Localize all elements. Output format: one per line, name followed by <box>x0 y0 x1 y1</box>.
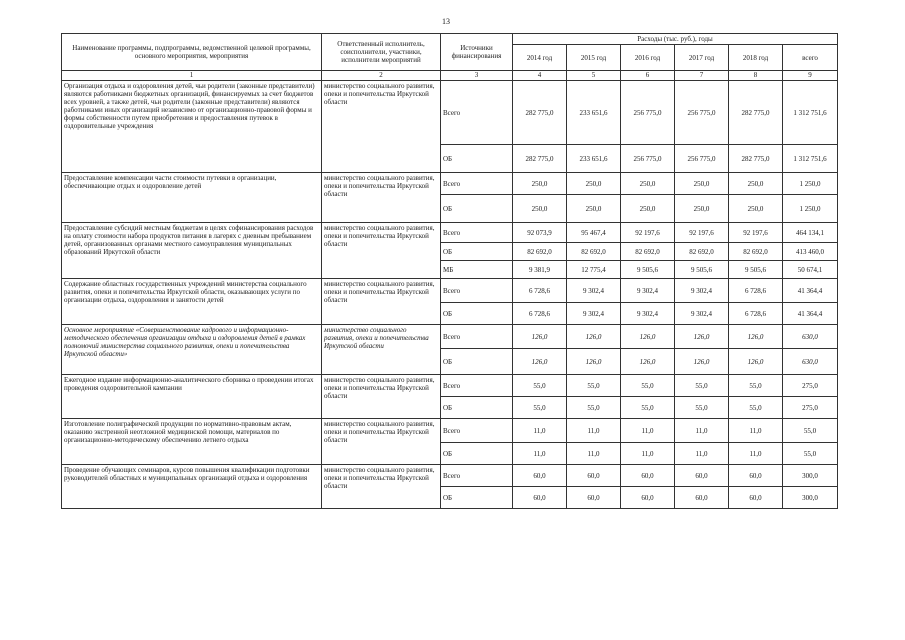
expense-value: 1 250,0 <box>783 195 838 223</box>
funding-source: МБ <box>441 261 513 279</box>
expense-value: 630,0 <box>783 325 838 349</box>
expense-value: 11,0 <box>675 443 729 465</box>
expense-value: 282 775,0 <box>513 81 567 145</box>
page-number: 13 <box>442 17 450 26</box>
column-number: 1 <box>62 71 322 81</box>
expense-value: 275,0 <box>783 375 838 397</box>
activity-executor: министерство социального развития, опеки и попечительства Иркутской области <box>322 325 441 375</box>
expense-value: 41 364,4 <box>783 279 838 303</box>
budget-table <box>61 33 838 509</box>
expense-value: 55,0 <box>729 397 783 419</box>
funding-source: ОБ <box>441 195 513 223</box>
expense-value: 630,0 <box>783 349 838 375</box>
expense-value: 250,0 <box>729 195 783 223</box>
year-header: 2016 год <box>621 45 675 71</box>
expense-value: 126,0 <box>621 325 675 349</box>
funding-source: ОБ <box>441 243 513 261</box>
year-header: всего <box>783 45 838 71</box>
expense-value: 250,0 <box>729 173 783 195</box>
expense-value: 11,0 <box>621 443 675 465</box>
expense-value: 82 692,0 <box>675 243 729 261</box>
column-number: 5 <box>567 71 621 81</box>
expense-value: 9 302,4 <box>675 303 729 325</box>
expense-value: 9 505,6 <box>675 261 729 279</box>
column-number: 9 <box>783 71 838 81</box>
activity-name: Основное мероприятие «Совершенствование кадрового и информационно-методического обеспечения организации отдыха и оздоровления детей в рамках полномочий министерства социального развития, опеки и попечительства Иркутской области» <box>62 325 322 375</box>
expense-value: 55,0 <box>675 397 729 419</box>
table-row <box>62 223 838 243</box>
expense-value: 126,0 <box>513 325 567 349</box>
expense-value: 126,0 <box>567 349 621 375</box>
activity-executor: министерство социального развития, опеки и попечительства Иркутской области <box>322 279 441 325</box>
activity-name: Предоставление компенсации части стоимости путевки в организации, обеспечивающие отдых и оздоровление детей <box>62 173 322 223</box>
expense-value: 60,0 <box>513 465 567 487</box>
activity-name: Проведение обучающих семинаров, курсов повышения квалификации подготовки руководителей областных и муниципальных организаций отдыха и оздоровления <box>62 465 322 509</box>
expense-value: 233 651,6 <box>567 145 621 173</box>
expense-value: 55,0 <box>567 375 621 397</box>
table-row <box>62 325 838 349</box>
funding-source: Всего <box>441 279 513 303</box>
expense-value: 9 302,4 <box>567 279 621 303</box>
column-number: 6 <box>621 71 675 81</box>
expense-value: 11,0 <box>621 419 675 443</box>
expense-value: 11,0 <box>567 419 621 443</box>
expense-value: 41 364,4 <box>783 303 838 325</box>
expense-value: 250,0 <box>513 195 567 223</box>
activity-name: Изготовление полиграфической продукции по нормативно-правовым актам, оказанию экстренной неотложной медицинской помощи, материалов по организационно-методическому обеспечению летнего отдыха <box>62 419 322 465</box>
activity-executor: министерство социального развития, опеки и попечительства Иркутской области <box>322 223 441 279</box>
expense-value: 9 505,6 <box>729 261 783 279</box>
funding-source: Всего <box>441 375 513 397</box>
expense-value: 126,0 <box>513 349 567 375</box>
expense-value: 60,0 <box>675 465 729 487</box>
expense-value: 55,0 <box>729 375 783 397</box>
expense-value: 6 728,6 <box>513 303 567 325</box>
funding-source: Всего <box>441 173 513 195</box>
expense-value: 256 775,0 <box>675 145 729 173</box>
expense-value: 126,0 <box>729 325 783 349</box>
expense-value: 92 197,6 <box>621 223 675 243</box>
expense-value: 11,0 <box>567 443 621 465</box>
expense-value: 92 197,6 <box>729 223 783 243</box>
expense-value: 126,0 <box>621 349 675 375</box>
expense-value: 60,0 <box>567 465 621 487</box>
expense-value: 92 197,6 <box>675 223 729 243</box>
table-row <box>62 465 838 487</box>
expense-value: 9 302,4 <box>621 303 675 325</box>
expense-value: 6 728,6 <box>729 303 783 325</box>
expense-value: 60,0 <box>513 487 567 509</box>
year-header: 2017 год <box>675 45 729 71</box>
table-row <box>62 173 838 195</box>
funding-source: ОБ <box>441 487 513 509</box>
header-name: Наименование программы, подпрограммы, ведомственной целевой программы, основного мероприятия, мероприятия <box>62 34 322 71</box>
expense-value: 11,0 <box>729 419 783 443</box>
expense-value: 256 775,0 <box>621 81 675 145</box>
expense-value: 9 381,9 <box>513 261 567 279</box>
activity-name: Организация отдыха и оздоровления детей, чьи родители (законные представители) являются работниками бюджетных организаций, финансируемых за счет бюджетов всех уровней, а также детей, чьи родители (законные представители) являются работниками иных организаций независимо от организационно-правовой формы и формы собственности путем приобретения и предоставления путевок в оздоровительные учреждения <box>62 81 322 173</box>
expense-value: 11,0 <box>513 443 567 465</box>
expense-value: 413 460,0 <box>783 243 838 261</box>
expense-value: 82 692,0 <box>621 243 675 261</box>
funding-source: ОБ <box>441 397 513 419</box>
expense-value: 6 728,6 <box>729 279 783 303</box>
expense-value: 9 505,6 <box>621 261 675 279</box>
expense-value: 92 073,9 <box>513 223 567 243</box>
expense-value: 256 775,0 <box>621 145 675 173</box>
expense-value: 12 775,4 <box>567 261 621 279</box>
expense-value: 464 134,1 <box>783 223 838 243</box>
expense-value: 300,0 <box>783 487 838 509</box>
expense-value: 60,0 <box>675 487 729 509</box>
expense-value: 55,0 <box>621 375 675 397</box>
table-row <box>62 419 838 443</box>
expense-value: 11,0 <box>729 443 783 465</box>
activity-name: Предоставление субсидий местным бюджетам в целях софинансирования расходов на оплату стоимости набора продуктов питания в лагерях с дневным пребыванием детей, организованных органами местного самоуправления муниципальных образований Иркутской области <box>62 223 322 279</box>
funding-source: ОБ <box>441 303 513 325</box>
expense-value: 9 302,4 <box>567 303 621 325</box>
expense-value: 275,0 <box>783 397 838 419</box>
column-number: 3 <box>441 71 513 81</box>
expense-value: 282 775,0 <box>729 145 783 173</box>
year-header: 2018 год <box>729 45 783 71</box>
column-number: 7 <box>675 71 729 81</box>
activity-executor: министерство социального развития, опеки и попечительства Иркутской области <box>322 375 441 419</box>
expense-value: 126,0 <box>729 349 783 375</box>
expense-value: 82 692,0 <box>567 243 621 261</box>
expense-value: 1 250,0 <box>783 173 838 195</box>
column-number: 4 <box>513 71 567 81</box>
expense-value: 55,0 <box>783 419 838 443</box>
funding-source: Всего <box>441 325 513 349</box>
expense-value: 1 312 751,6 <box>783 81 838 145</box>
year-header: 2014 год <box>513 45 567 71</box>
year-header: 2015 год <box>567 45 621 71</box>
table-row <box>62 375 838 397</box>
header-expenses: Расходы (тыс. руб.), годы <box>513 34 838 45</box>
expense-value: 256 775,0 <box>675 81 729 145</box>
expense-value: 1 312 751,6 <box>783 145 838 173</box>
activity-name: Содержание областных государственных учреждений министерства социального развития, опеки и попечительства Иркутской области, оказывающих услуги по организации отдыха, оздоровления и занятости детей <box>62 279 322 325</box>
funding-source: Всего <box>441 81 513 145</box>
expense-value: 250,0 <box>621 195 675 223</box>
expense-value: 9 302,4 <box>621 279 675 303</box>
column-number: 2 <box>322 71 441 81</box>
expense-value: 126,0 <box>567 325 621 349</box>
funding-source: Всего <box>441 223 513 243</box>
expense-value: 300,0 <box>783 465 838 487</box>
activity-executor: министерство социального развития, опеки и попечительства Иркутской области <box>322 81 441 173</box>
expense-value: 250,0 <box>513 173 567 195</box>
expense-value: 55,0 <box>513 397 567 419</box>
expense-value: 126,0 <box>675 349 729 375</box>
expense-value: 55,0 <box>513 375 567 397</box>
expense-value: 11,0 <box>513 419 567 443</box>
expense-value: 6 728,6 <box>513 279 567 303</box>
activity-executor: министерство социального развития, опеки и попечительства Иркутской области <box>322 419 441 465</box>
expense-value: 250,0 <box>621 173 675 195</box>
expense-value: 126,0 <box>675 325 729 349</box>
funding-source: ОБ <box>441 443 513 465</box>
expense-value: 55,0 <box>621 397 675 419</box>
expense-value: 60,0 <box>621 487 675 509</box>
expense-value: 60,0 <box>729 465 783 487</box>
activity-name: Ежегодное издание информационно-аналитического сборника о проведении итогах проведения оздоровительной кампании <box>62 375 322 419</box>
table-row <box>62 279 838 303</box>
column-number: 8 <box>729 71 783 81</box>
expense-value: 9 302,4 <box>675 279 729 303</box>
activity-executor: министерство социального развития, опеки и попечительства Иркутской области <box>322 173 441 223</box>
expense-value: 250,0 <box>567 195 621 223</box>
expense-value: 95 467,4 <box>567 223 621 243</box>
activity-executor: министерство социального развития, опеки и попечительства Иркутской области <box>322 465 441 509</box>
expense-value: 233 651,6 <box>567 81 621 145</box>
expense-value: 250,0 <box>675 195 729 223</box>
header-sources: Источники финансирования <box>441 34 513 71</box>
funding-source: ОБ <box>441 349 513 375</box>
funding-source: Всего <box>441 465 513 487</box>
expense-value: 60,0 <box>729 487 783 509</box>
expense-value: 250,0 <box>567 173 621 195</box>
table-row <box>62 81 838 145</box>
funding-source: Всего <box>441 419 513 443</box>
expense-value: 55,0 <box>783 443 838 465</box>
header-executor: Ответственный исполнитель, соисполнители, участники, исполнители мероприятий <box>322 34 441 71</box>
expense-value: 82 692,0 <box>729 243 783 261</box>
expense-value: 60,0 <box>567 487 621 509</box>
expense-value: 282 775,0 <box>513 145 567 173</box>
expense-value: 11,0 <box>675 419 729 443</box>
expense-value: 60,0 <box>621 465 675 487</box>
funding-source: ОБ <box>441 145 513 173</box>
expense-value: 55,0 <box>675 375 729 397</box>
expense-value: 250,0 <box>675 173 729 195</box>
expense-value: 50 674,1 <box>783 261 838 279</box>
expense-value: 55,0 <box>567 397 621 419</box>
expense-value: 282 775,0 <box>729 81 783 145</box>
expense-value: 82 692,0 <box>513 243 567 261</box>
